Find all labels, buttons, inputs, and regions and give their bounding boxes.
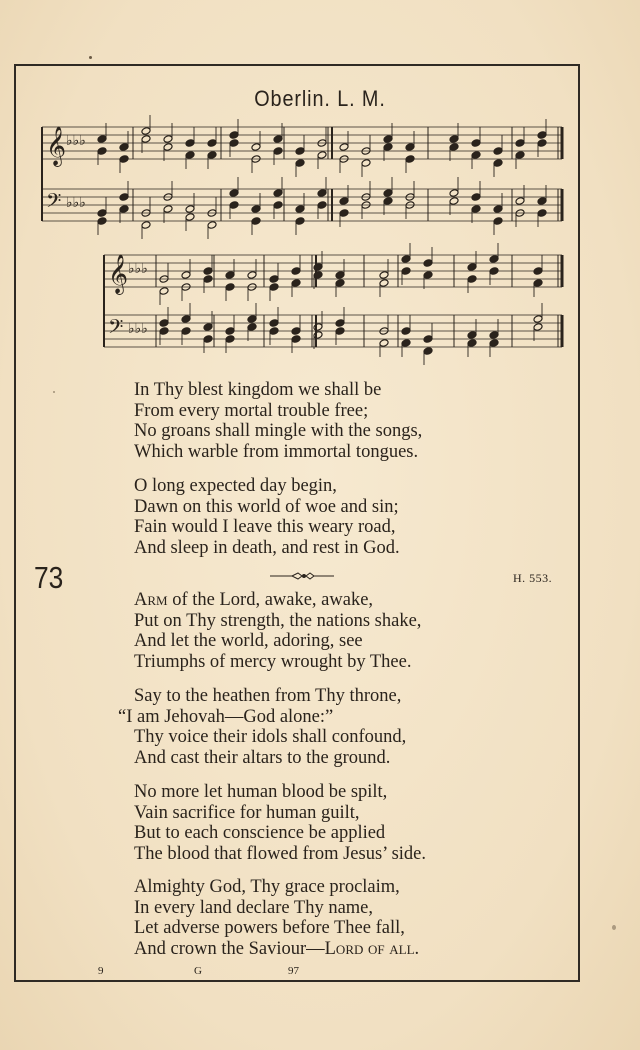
note-head xyxy=(313,323,323,332)
paper-speck xyxy=(612,925,616,930)
note-head xyxy=(401,339,411,348)
verse-top-1 xyxy=(134,380,534,462)
note-head xyxy=(181,315,191,324)
note-head xyxy=(141,127,151,136)
note-head xyxy=(119,205,129,214)
note-head xyxy=(247,323,257,332)
note-head xyxy=(471,139,481,148)
note-head xyxy=(291,267,301,276)
verse-line xyxy=(134,590,534,611)
note-head xyxy=(317,151,327,160)
note-head xyxy=(533,267,543,276)
note-head xyxy=(335,279,345,288)
drop-word: Arm xyxy=(134,590,168,610)
note-head xyxy=(383,135,393,144)
note-head xyxy=(97,217,107,226)
note-head xyxy=(401,327,411,336)
note-head xyxy=(467,263,477,272)
note-head xyxy=(269,319,279,328)
music-score xyxy=(38,115,568,370)
note-head xyxy=(467,331,477,340)
note-head xyxy=(493,217,503,226)
verse-line: From every mortal trouble free; xyxy=(134,400,369,421)
note-head xyxy=(493,159,503,168)
note-head xyxy=(383,189,393,198)
note-head xyxy=(515,139,525,148)
key-signature-icon: ♭♭♭ xyxy=(66,133,86,149)
note-head xyxy=(423,271,433,280)
note-head xyxy=(295,159,305,168)
note-head xyxy=(97,209,107,218)
note-head xyxy=(119,155,129,164)
bass-clef-icon: 𝄢 xyxy=(108,315,124,343)
note-head xyxy=(207,139,217,148)
verse-line: The blood that flowed from Jesus’ side. xyxy=(134,843,426,864)
note-head xyxy=(269,283,279,292)
note-head xyxy=(225,327,235,336)
note-head xyxy=(405,143,415,152)
note-head xyxy=(163,205,173,214)
note-head xyxy=(401,267,411,276)
note-head xyxy=(185,213,195,222)
note-head xyxy=(97,135,107,144)
note-head xyxy=(423,335,433,344)
verse-line: And sleep in death, and rest in God. xyxy=(134,537,400,558)
note-head xyxy=(489,339,499,348)
note-head xyxy=(515,197,525,206)
note-head xyxy=(533,279,543,288)
key-signature-icon: ♭♭♭ xyxy=(128,261,148,277)
verse-line: Almighty God, Thy grace proclaim, xyxy=(134,877,400,897)
note-head xyxy=(489,331,499,340)
verse-line: No groans shall mingle with the songs, xyxy=(134,421,423,441)
note-head xyxy=(181,271,191,280)
note-head xyxy=(203,275,213,284)
note-head xyxy=(225,283,235,292)
note-head xyxy=(251,217,261,226)
note-head xyxy=(291,327,301,336)
note-head xyxy=(313,263,323,272)
note-head xyxy=(181,327,191,336)
hymn73-verse-4 xyxy=(134,877,534,959)
note-head xyxy=(379,271,389,280)
verse-line: Let adverse powers before Thee fall, xyxy=(134,918,405,938)
key-signature-icon: ♭♭♭ xyxy=(66,195,86,211)
note-head xyxy=(493,147,503,156)
verse-line-rest: of the Lord, awake, awake, xyxy=(167,590,374,610)
note-head xyxy=(269,327,279,336)
verse-line: And let the world, adoring, see xyxy=(134,631,363,651)
note-head xyxy=(163,135,173,144)
treble-clef-icon: 𝄞 xyxy=(108,254,129,294)
note-head xyxy=(251,143,261,152)
note-head xyxy=(203,335,213,344)
hymn73-verse-1 xyxy=(134,590,534,672)
verse-line: In every land declare Thy name, xyxy=(134,897,374,918)
note-head xyxy=(449,135,459,144)
signature-number: 9 xyxy=(98,965,104,977)
note-head xyxy=(471,205,481,214)
verse-line: And cast their altars to the ground. xyxy=(134,747,391,768)
hymn73-verse-2 xyxy=(118,686,534,768)
note-head xyxy=(317,189,327,198)
verse-line: O long expected day begin, xyxy=(134,476,337,496)
note-head xyxy=(207,221,217,230)
verse-line: Dawn on this world of woe and sin; xyxy=(134,496,399,517)
verse-line: No more let human blood be spilt, xyxy=(134,782,388,802)
note-head xyxy=(335,327,345,336)
note-head xyxy=(339,143,349,152)
note-head xyxy=(203,323,213,332)
note-head xyxy=(537,197,547,206)
note-head xyxy=(207,151,217,160)
note-head xyxy=(273,147,283,156)
verse-top-2 xyxy=(134,476,534,558)
note-head xyxy=(335,271,345,280)
verse-line: Triumphs of mercy wrought by Thee. xyxy=(134,651,412,672)
bass-clef-icon: 𝄢 xyxy=(46,189,62,217)
note-head xyxy=(229,189,239,198)
tune-title xyxy=(32,86,608,112)
verse-line: Say to the heathen from Thy throne, xyxy=(134,686,402,706)
note-head xyxy=(339,197,349,206)
note-head xyxy=(335,319,345,328)
ornament-divider xyxy=(268,569,336,583)
note-head xyxy=(471,193,481,202)
note-head xyxy=(467,339,477,348)
note-head xyxy=(97,147,107,156)
signature-letter: G xyxy=(194,965,202,977)
note-head xyxy=(273,201,283,210)
note-head xyxy=(229,139,239,148)
note-head xyxy=(423,259,433,268)
lord-of-all: Lord of all. xyxy=(324,938,420,959)
note-head xyxy=(449,143,459,152)
note-head xyxy=(405,155,415,164)
tune-meter: L. M. xyxy=(337,86,386,111)
note-head xyxy=(225,335,235,344)
note-head xyxy=(313,331,323,340)
paper-speck xyxy=(89,56,92,59)
note-head xyxy=(295,205,305,214)
note-head xyxy=(295,217,305,226)
note-head xyxy=(159,319,169,328)
note-head xyxy=(185,139,195,148)
note-head xyxy=(141,221,151,230)
note-head xyxy=(401,255,411,264)
note-head xyxy=(515,151,525,160)
paper-speck xyxy=(53,391,55,393)
note-head xyxy=(537,209,547,218)
note-head xyxy=(141,135,151,144)
note-head xyxy=(295,147,305,156)
note-head xyxy=(537,131,547,140)
key-signature-icon: ♭♭♭ xyxy=(128,321,148,337)
note-head xyxy=(537,139,547,148)
note-head xyxy=(471,151,481,160)
verse-line: Fain would I leave this weary road, xyxy=(134,517,396,537)
verse-line: But to each conscience be applied xyxy=(134,823,386,843)
note-head xyxy=(383,197,393,206)
note-head xyxy=(467,275,477,284)
verse-line: Thy voice their idols shall confound, xyxy=(134,727,407,747)
verse-line xyxy=(134,939,534,960)
note-head xyxy=(449,189,459,198)
note-head xyxy=(119,143,129,152)
note-head xyxy=(225,271,235,280)
note-head xyxy=(273,135,283,144)
note-head xyxy=(533,323,543,332)
note-head xyxy=(291,335,301,344)
note-head xyxy=(361,159,371,168)
note-head xyxy=(339,209,349,218)
note-head xyxy=(533,315,543,324)
note-head xyxy=(383,143,393,152)
verse-line-start: And crown the Saviour— xyxy=(134,938,325,959)
verse-line: In Thy blest kingdom we shall be xyxy=(134,380,382,400)
note-head xyxy=(185,205,195,214)
note-head xyxy=(229,201,239,210)
note-head xyxy=(119,193,129,202)
note-head xyxy=(379,279,389,288)
note-head xyxy=(449,197,459,206)
note-head xyxy=(247,315,257,324)
page-number: 97 xyxy=(288,965,299,977)
note-head xyxy=(269,275,279,284)
note-head xyxy=(229,131,239,140)
note-head xyxy=(159,327,169,336)
note-head xyxy=(493,205,503,214)
note-head xyxy=(313,271,323,280)
verse-line: “I am Jehovah—God alone:” xyxy=(118,706,334,727)
note-head xyxy=(273,189,283,198)
hymn-reference: H. 553. xyxy=(513,571,553,585)
note-head xyxy=(317,201,327,210)
note-head xyxy=(423,347,433,356)
verse-line: Which warble from immortal tongues. xyxy=(134,441,419,462)
note-head xyxy=(163,143,173,152)
note-head xyxy=(251,205,261,214)
verse-line: Vain sacrifice for human guilt, xyxy=(134,802,360,823)
note-head xyxy=(489,255,499,264)
note-head xyxy=(185,151,195,160)
note-head xyxy=(291,279,301,288)
hymn73-verse-3 xyxy=(134,782,534,864)
hymn-number: 73 xyxy=(34,560,64,595)
treble-clef-icon: 𝄞 xyxy=(46,126,67,166)
note-head xyxy=(203,267,213,276)
note-head xyxy=(247,271,257,280)
verse-line: Put on Thy strength, the nations shake, xyxy=(134,610,422,631)
note-head xyxy=(379,339,389,348)
tune-name: Oberlin. xyxy=(254,86,331,111)
note-head xyxy=(489,267,499,276)
note-head xyxy=(159,287,169,296)
